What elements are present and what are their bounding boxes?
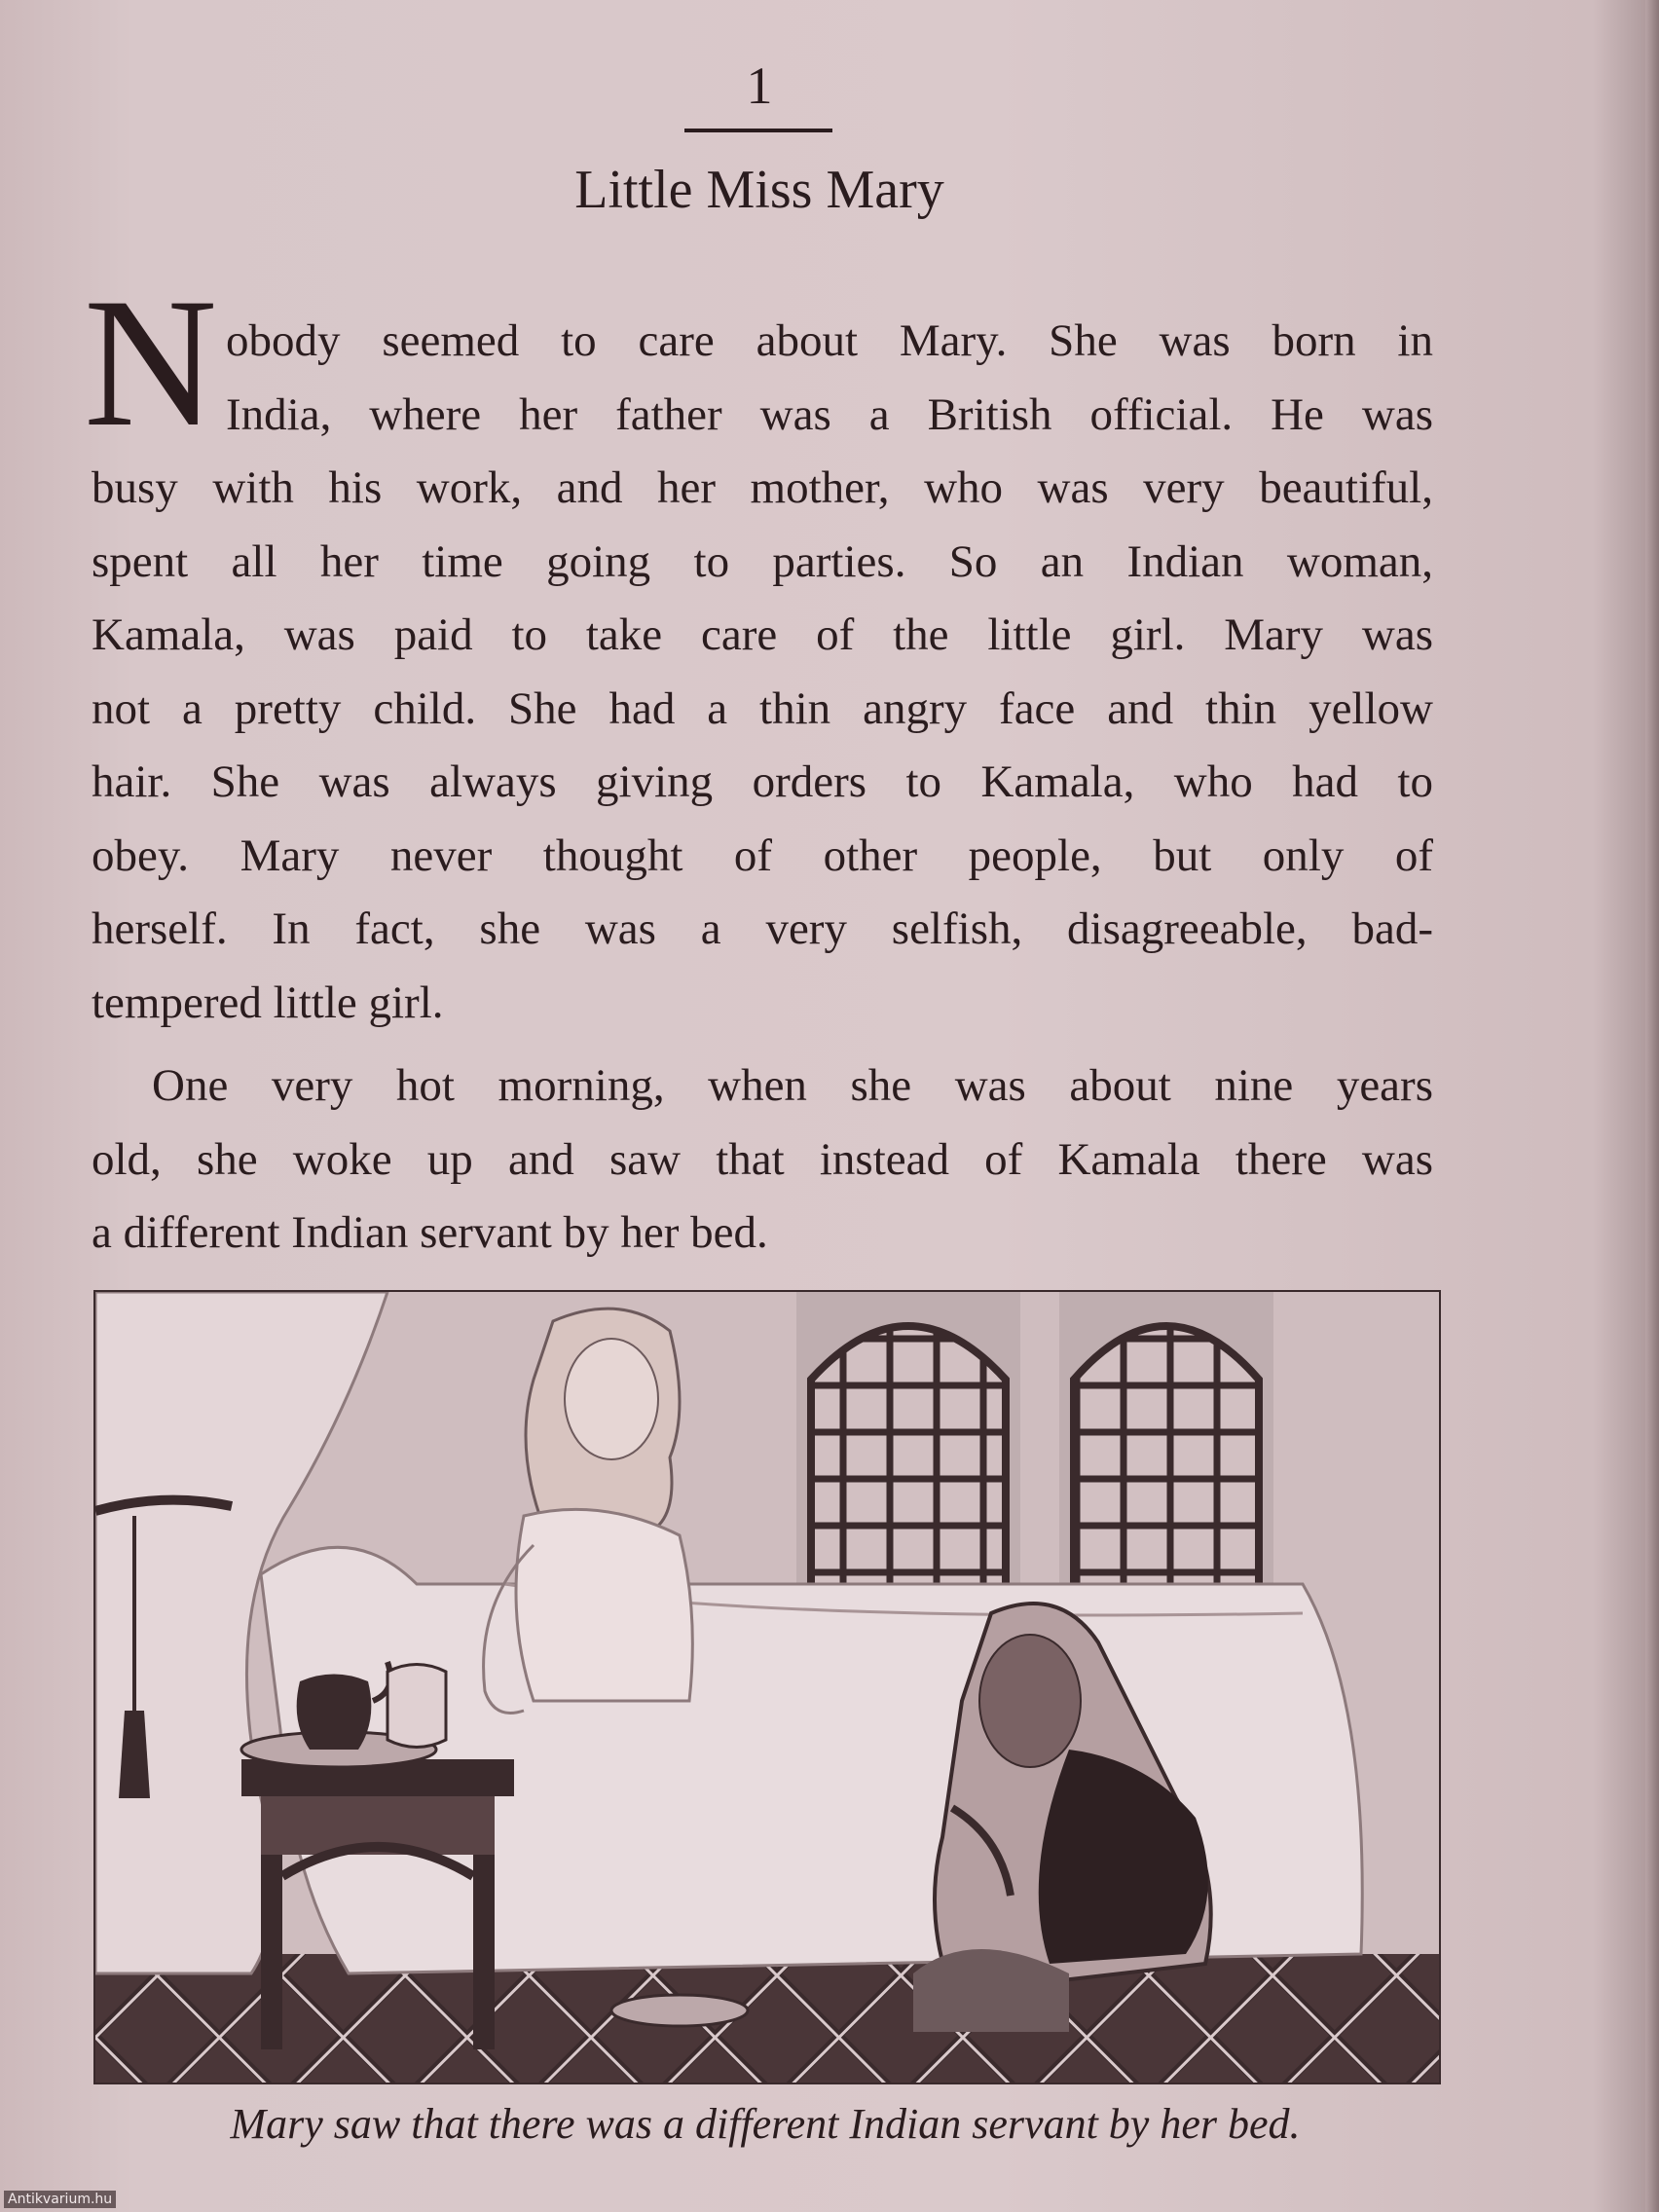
chapter-number: 1 bbox=[746, 56, 773, 115]
text-line: hair. She was always giving orders to Kamala, who had to bbox=[92, 756, 1433, 807]
illustration-caption: Mary saw that there was a different Indian servant by her bed. bbox=[230, 2100, 1301, 2148]
drop-cap: N bbox=[84, 261, 218, 465]
page-edge bbox=[1645, 0, 1659, 2212]
left-window bbox=[796, 1292, 1020, 1613]
slippers bbox=[611, 1995, 748, 2026]
text-line: tempered little girl. bbox=[92, 977, 444, 1028]
text-line: obody seemed to care about Mary. She was born in bbox=[226, 315, 1433, 366]
right-window bbox=[1059, 1292, 1273, 1613]
tiled-floor bbox=[95, 1954, 1439, 2083]
illustration-drawing bbox=[95, 1292, 1439, 2083]
text-line: India, where her father was a British official. He was bbox=[226, 388, 1433, 440]
watermark: Antikvarium.hu bbox=[4, 2191, 116, 2208]
text-line: herself. In fact, she was a very selfish, disagreeable, bad- bbox=[92, 903, 1433, 954]
text-line: old, she woke up and saw that instead of Kamala there was bbox=[92, 1133, 1433, 1185]
illustration bbox=[93, 1290, 1441, 2084]
chapter-title: Little Miss Mary bbox=[574, 160, 944, 220]
text-line: spent all her time going to parties. So an Indian woman, bbox=[92, 535, 1433, 587]
text-line: Kamala, was paid to take care of the little girl. Mary was bbox=[92, 609, 1433, 660]
chapter-rule bbox=[684, 129, 832, 132]
text-line: obey. Mary never thought of other people, but only of bbox=[92, 830, 1433, 881]
text-line: busy with his work, and her mother, who was very beautiful, bbox=[92, 462, 1433, 513]
text-line: One very hot morning, when she was about nine years bbox=[152, 1060, 1433, 1111]
paragraph-1 bbox=[92, 305, 1433, 1040]
paragraph-2 bbox=[92, 1050, 1433, 1271]
text-line: a different Indian servant by her bed. bbox=[92, 1207, 768, 1258]
text-line: not a pretty child. She had a thin angry face and thin yellow bbox=[92, 682, 1433, 734]
